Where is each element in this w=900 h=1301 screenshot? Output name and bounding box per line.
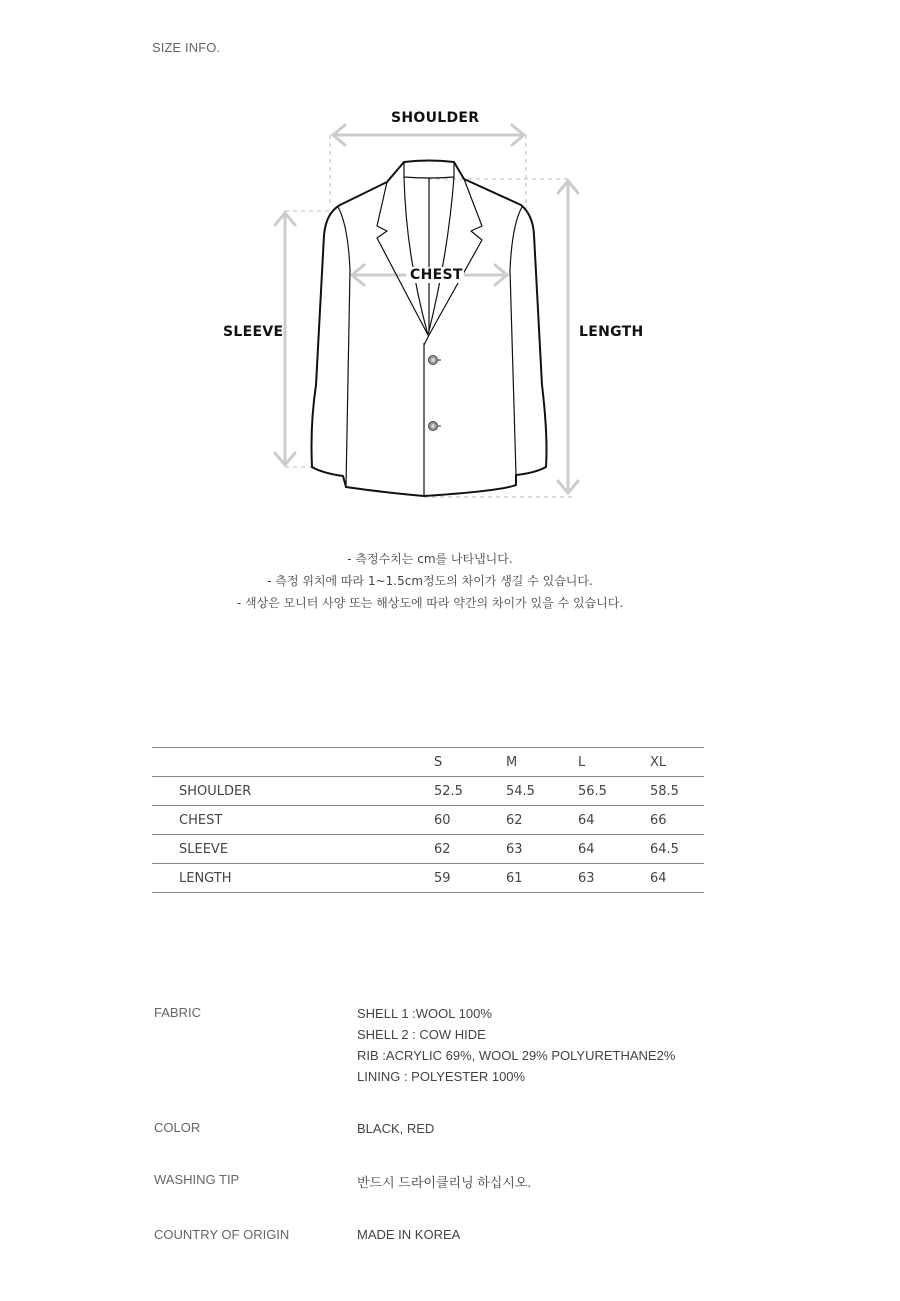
- jacket-illustration: [200, 95, 680, 515]
- cell: 64: [578, 806, 650, 835]
- cell: 61: [506, 864, 578, 893]
- section-title: SIZE INFO.: [152, 40, 221, 55]
- cell: 64: [650, 864, 704, 893]
- cell: 59: [434, 864, 506, 893]
- shoulder-arrow: [333, 125, 524, 145]
- cell: 54.5: [506, 777, 578, 806]
- fabric-value: [357, 1005, 675, 1089]
- cell: 63: [506, 835, 578, 864]
- fabric-line: SHELL 2 : COW HIDE: [357, 1027, 486, 1042]
- fabric-label: FABRIC: [154, 1005, 201, 1020]
- table-row: [152, 835, 704, 864]
- table-row: [152, 864, 704, 893]
- washing-label: WASHING TIP: [154, 1172, 240, 1187]
- cell: 64.5: [650, 835, 704, 864]
- color-label: COLOR: [154, 1120, 201, 1135]
- fabric-line: SHELL 1 :WOOL 100%: [357, 1006, 492, 1021]
- origin-value: MADE IN KOREA: [357, 1227, 461, 1242]
- shoulder-label: SHOULDER: [391, 110, 480, 126]
- cell: 60: [434, 806, 506, 835]
- fabric-line: RIB :ACRYLIC 69%, WOOL 29% POLYURETHANE2%: [357, 1048, 676, 1063]
- buttons: [429, 356, 442, 431]
- row-label: CHEST: [152, 806, 434, 835]
- table-header-row: [152, 748, 704, 777]
- color-value: BLACK, RED: [357, 1121, 435, 1136]
- cell: 66: [650, 806, 704, 835]
- measurement-notes: [0, 550, 860, 616]
- cell: 58.5: [650, 777, 704, 806]
- length-arrow: [558, 181, 578, 493]
- washing-value: 반드시 드라이클리닝 하십시오.: [357, 1175, 532, 1190]
- cell: 63: [578, 864, 650, 893]
- length-label: LENGTH: [579, 324, 644, 340]
- header-cell: XL: [650, 748, 704, 777]
- header-cell: [152, 748, 434, 777]
- origin-label: COUNTRY OF ORIGIN: [154, 1227, 290, 1242]
- cell: 64: [578, 835, 650, 864]
- size-table: [152, 747, 704, 893]
- sleeve-label: SLEEVE: [223, 324, 284, 340]
- size-diagram: [200, 95, 680, 515]
- note-line: - 색상은 모니터 사양 또는 해상도에 따라 약간의 차이가 있을 수 있습니다.: [236, 596, 624, 610]
- table-row: [152, 806, 704, 835]
- fabric-line: LINING : POLYESTER 100%: [357, 1069, 526, 1084]
- row-label: SLEEVE: [152, 835, 434, 864]
- cell: 62: [434, 835, 506, 864]
- chest-label: CHEST: [410, 267, 463, 283]
- cell: 62: [506, 806, 578, 835]
- header-cell: M: [506, 748, 578, 777]
- table-row: [152, 777, 704, 806]
- row-label: LENGTH: [152, 864, 434, 893]
- header-cell: S: [434, 748, 506, 777]
- row-label: SHOULDER: [152, 777, 434, 806]
- jacket-outline: [312, 161, 547, 497]
- note-line: - 측정수치는 cm를 나타냅니다.: [347, 552, 513, 566]
- header-cell: L: [578, 748, 650, 777]
- note-line: - 측정 위치에 따라 1~1.5cm정도의 차이가 생길 수 있습니다.: [267, 574, 593, 588]
- cell: 56.5: [578, 777, 650, 806]
- cell: 52.5: [434, 777, 506, 806]
